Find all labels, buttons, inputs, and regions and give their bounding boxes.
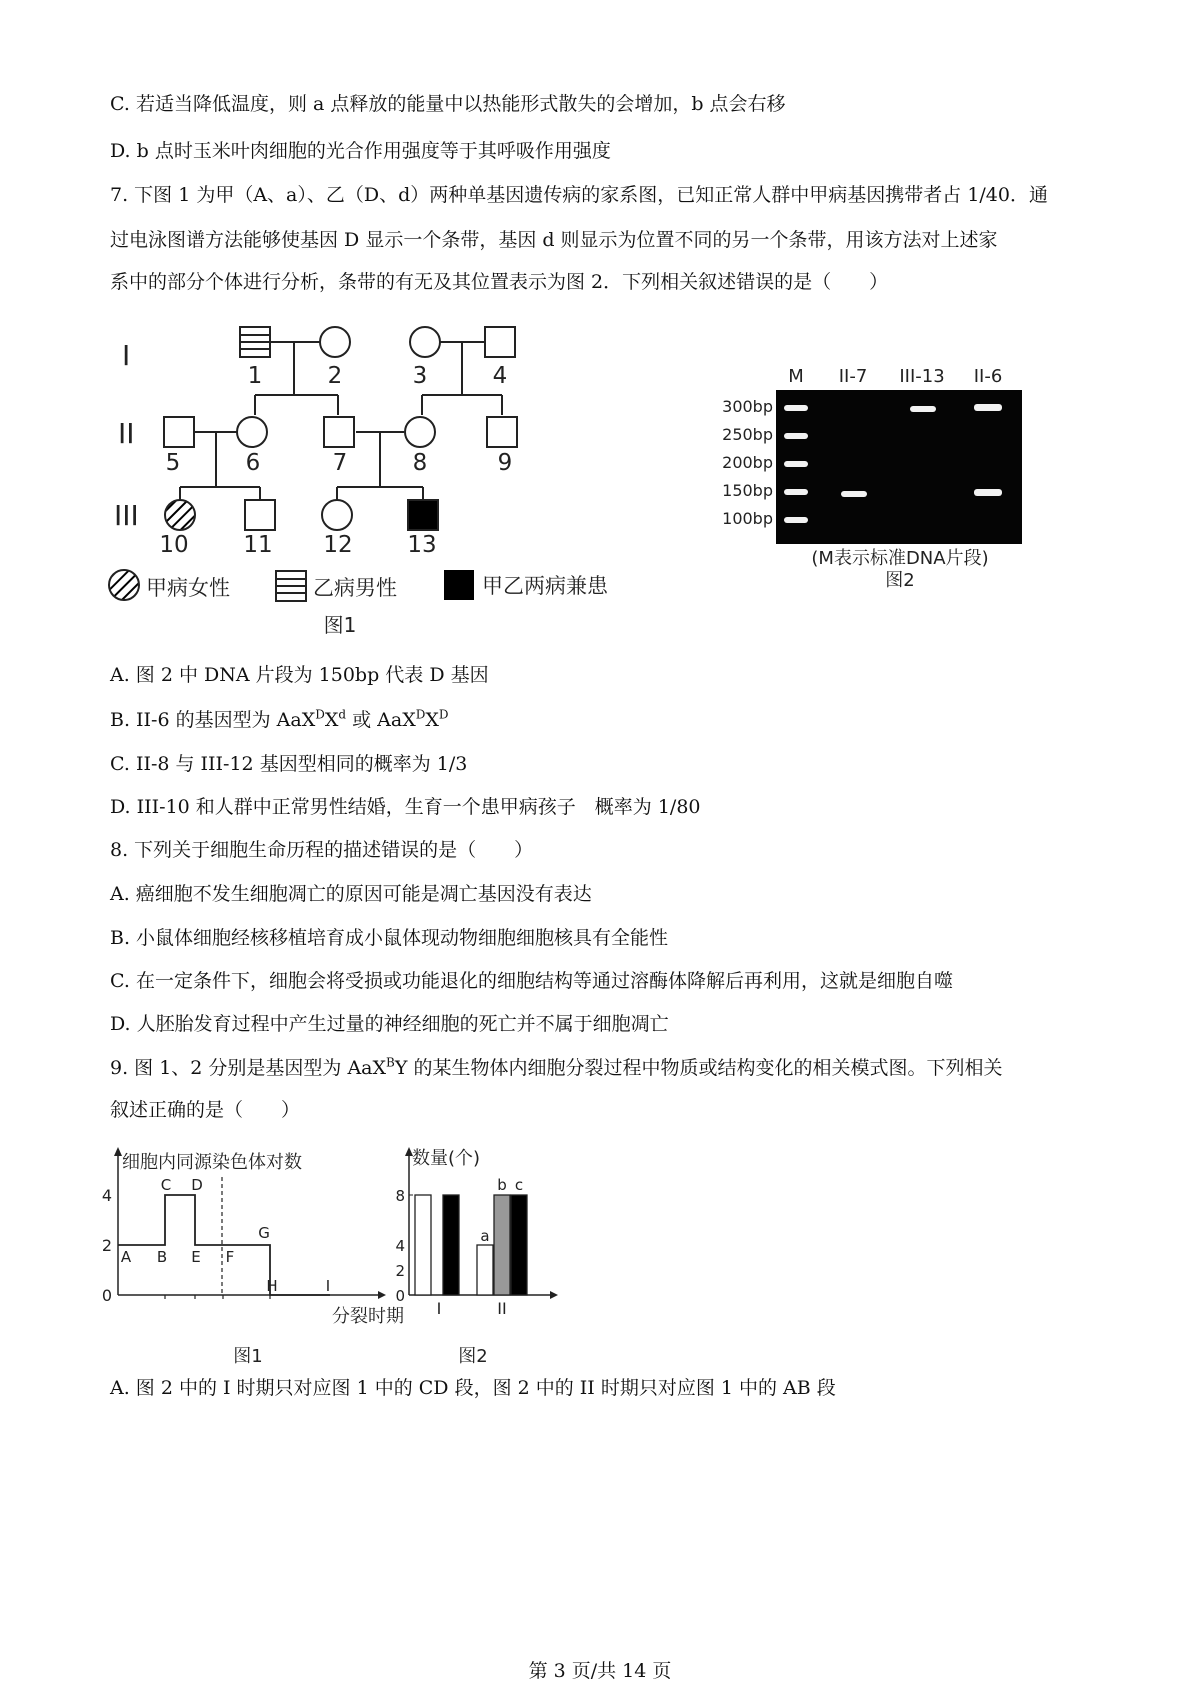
band-II-6-150 bbox=[974, 489, 1002, 496]
legend-2-label: 乙病男性 bbox=[313, 576, 397, 600]
chart1-point-label-B: B bbox=[156, 1248, 168, 1266]
q7b-sup-2: d bbox=[338, 707, 347, 722]
legend-filled-male-icon bbox=[444, 570, 474, 600]
individual-3 bbox=[410, 327, 440, 357]
individual-9 bbox=[487, 417, 517, 447]
q7b-sup-4: D bbox=[438, 707, 449, 722]
chart1-ytick: 0 bbox=[101, 1286, 112, 1305]
chart1-caption: 图1 bbox=[233, 1346, 263, 1367]
pedigree-figure bbox=[100, 315, 660, 645]
gen-label-III: III bbox=[114, 499, 139, 532]
id-2: 2 bbox=[327, 363, 343, 389]
individual-2 bbox=[320, 327, 350, 357]
gen-label-I: I bbox=[122, 339, 131, 372]
chart2-bar-c-1 bbox=[511, 1195, 527, 1295]
figure2-caption: 图2 bbox=[885, 570, 915, 591]
q7b-sup-1: D bbox=[315, 707, 325, 722]
id-8: 8 bbox=[412, 450, 428, 476]
chart2-caption: 图2 bbox=[458, 1346, 488, 1367]
band-M-100 bbox=[784, 517, 808, 523]
gel-figure bbox=[700, 360, 1040, 595]
q7b-text-3: 或 AaX bbox=[346, 709, 416, 731]
chart2-bar-b-1 bbox=[494, 1195, 510, 1295]
q7-stem-line2: 过电泳图谱方法能够使基因 D 显示一个条带，基因 d 则显示为位置不同的另一个条带，用该方法对上述家 bbox=[110, 229, 998, 251]
band-M-200 bbox=[784, 461, 808, 467]
q7-option-b bbox=[110, 708, 449, 732]
gel-background bbox=[776, 390, 1022, 544]
q9-stem-line1 bbox=[110, 1056, 1002, 1080]
q7-option-a: A. 图 2 中 DNA 片段为 150bp 代表 D 基因 bbox=[110, 664, 489, 686]
individual-6 bbox=[237, 417, 267, 447]
id-7: 7 bbox=[332, 450, 348, 476]
individual-1 bbox=[240, 327, 270, 357]
band-III-13-300 bbox=[910, 406, 936, 412]
chart2-bar-a-0 bbox=[415, 1195, 431, 1295]
chart2-category-II: II bbox=[497, 1299, 507, 1318]
id-5: 5 bbox=[165, 450, 181, 476]
legend-1-label: 甲病女性 bbox=[146, 576, 230, 600]
q9-stem-line2: 叙述正确的是（ ） bbox=[110, 1099, 301, 1121]
q7b-text-2: X bbox=[324, 709, 339, 731]
size-300bp: 300bp bbox=[722, 397, 773, 416]
band-M-150 bbox=[784, 489, 808, 495]
chart2-ytick: 4 bbox=[395, 1237, 405, 1255]
individual-12 bbox=[322, 500, 352, 530]
q6-option-c: C. 若适当降低温度，则 a 点释放的能量中以热能形式散失的会增加，b 点会右移 bbox=[110, 93, 786, 115]
chart1-ytick: 4 bbox=[101, 1186, 112, 1205]
individual-13 bbox=[408, 500, 438, 530]
chart2-ytick: 2 bbox=[395, 1262, 405, 1280]
chart1-point-label-E: E bbox=[191, 1248, 201, 1266]
individual-11 bbox=[245, 500, 275, 530]
q8-option-b: B. 小鼠体细胞经核移植培育成小鼠体现动物细胞细胞核具有全能性 bbox=[110, 927, 669, 949]
chart2-series-label-c: c bbox=[514, 1176, 524, 1194]
individual-4 bbox=[485, 327, 515, 357]
id-9: 9 bbox=[497, 450, 513, 476]
chart2-ytick: 8 bbox=[395, 1187, 405, 1205]
band-M-300 bbox=[784, 405, 808, 411]
id-10: 10 bbox=[159, 532, 189, 558]
chart-homologous-pairs bbox=[100, 1140, 404, 1370]
legend-striped-male-icon bbox=[276, 571, 306, 601]
page-footer: 第 3 页/共 14 页 bbox=[528, 1660, 672, 1682]
id-13: 13 bbox=[407, 532, 437, 558]
chart1-step-line bbox=[118, 1195, 330, 1295]
legend-hatched-female-icon bbox=[109, 570, 139, 600]
id-6: 6 bbox=[245, 450, 261, 476]
id-3: 3 bbox=[412, 363, 428, 389]
individual-8 bbox=[405, 417, 435, 447]
size-100bp: 100bp bbox=[722, 509, 773, 528]
chart2-ytick: 0 bbox=[395, 1287, 405, 1305]
lane-label-II-7: II-7 bbox=[838, 366, 868, 387]
chart2-ylabel: 数量(个) bbox=[412, 1148, 481, 1169]
band-II-6-300 bbox=[974, 404, 1002, 411]
chart1-point-label-A: A bbox=[120, 1248, 132, 1266]
id-4: 4 bbox=[492, 363, 508, 389]
q7-option-d: D. III-10 和人群中正常男性结婚，生育一个患甲病孩子 概率为 1/80 bbox=[110, 796, 701, 818]
id-1: 1 bbox=[247, 363, 263, 389]
chart2-category-I: I bbox=[436, 1299, 442, 1318]
q8-option-c: C. 在一定条件下，细胞会将受损或功能退化的细胞结构等通过溶酶体降解后再利用，这就是细胞自噬 bbox=[110, 970, 953, 992]
q8-option-a: A. 癌细胞不发生细胞凋亡的原因可能是凋亡基因没有表达 bbox=[110, 883, 592, 905]
q9-sup: B bbox=[386, 1055, 395, 1070]
chart2-bar-c-0 bbox=[443, 1195, 459, 1295]
q7b-text-1: B. II-6 的基因型为 AaX bbox=[110, 709, 316, 731]
id-12: 12 bbox=[323, 532, 353, 558]
gel-note: (M表示标准DNA片段) bbox=[811, 548, 989, 569]
chart1-ylabel: 细胞内同源染色体对数 bbox=[122, 1152, 302, 1173]
size-150bp: 150bp bbox=[722, 481, 773, 500]
q7-option-c: C. II-8 与 III-12 基因型相同的概率为 1/3 bbox=[110, 753, 468, 775]
chart1-point-label-H: H bbox=[266, 1277, 278, 1295]
chart1-y-arrow-icon bbox=[114, 1147, 122, 1156]
individual-10 bbox=[165, 500, 195, 530]
chart2-bar-a-1 bbox=[477, 1245, 493, 1295]
lane-label-III-13: III-13 bbox=[899, 366, 945, 387]
chart1-point-label-I: I bbox=[325, 1277, 331, 1295]
chart2-series-label-b: b bbox=[497, 1176, 507, 1194]
legend-3-label: 甲乙两病兼患 bbox=[482, 574, 608, 598]
band-II-7-150 bbox=[841, 491, 867, 497]
q9-text-1: 9. 图 1、2 分别是基因型为 AaX bbox=[110, 1057, 387, 1079]
size-200bp: 200bp bbox=[722, 453, 773, 472]
chart-quantity-bars bbox=[395, 1140, 570, 1370]
chart1-point-label-G: G bbox=[258, 1224, 270, 1242]
q7b-text-4: X bbox=[425, 709, 439, 731]
lane-label-M: M bbox=[788, 366, 804, 387]
individual-5 bbox=[164, 417, 194, 447]
chart2-x-arrow-icon bbox=[550, 1291, 558, 1299]
chart1-ytick: 2 bbox=[101, 1236, 112, 1255]
size-250bp: 250bp bbox=[722, 425, 773, 444]
gen-label-II: II bbox=[118, 417, 135, 450]
chart1-x-arrow-icon bbox=[378, 1291, 386, 1299]
q9-option-a: A. 图 2 中的 I 时期只对应图 1 中的 CD 段，图 2 中的 II 时期只对应图 1 中的 AB 段 bbox=[110, 1377, 836, 1399]
q8-stem: 8. 下列关于细胞生命历程的描述错误的是（ ） bbox=[110, 839, 534, 861]
q7b-sup-3: D bbox=[415, 707, 426, 722]
individual-7 bbox=[324, 417, 354, 447]
q9-text-2: Y 的某生物体内细胞分裂过程中物质或结构变化的相关模式图。下列相关 bbox=[394, 1057, 1003, 1079]
band-M-250 bbox=[784, 433, 808, 439]
chart2-series-label-a: a bbox=[480, 1227, 490, 1245]
chart1-point-label-D: D bbox=[191, 1176, 203, 1194]
figure1-caption: 图1 bbox=[323, 613, 357, 637]
lane-label-II-6: II-6 bbox=[973, 366, 1003, 387]
q6-option-d: D. b 点时玉米叶肉细胞的光合作用强度等于其呼吸作用强度 bbox=[110, 140, 611, 162]
chart1-xlabel: 分裂时期 bbox=[332, 1306, 404, 1327]
q7-stem-line1: 7. 下图 1 为甲（A、a）、乙（D、d）两种单基因遗传病的家系图，已知正常人群中甲病基因携带者占 1/40．通 bbox=[110, 184, 1048, 206]
q8-option-d: D. 人胚胎发育过程中产生过量的神经细胞的死亡并不属于细胞凋亡 bbox=[110, 1013, 669, 1035]
q7-stem-line3: 系中的部分个体进行分析，条带的有无及其位置表示为图 2．下列相关叙述错误的是（ ） bbox=[110, 271, 889, 293]
id-11: 11 bbox=[243, 532, 273, 558]
chart1-point-label-F: F bbox=[225, 1248, 235, 1266]
chart1-point-label-C: C bbox=[160, 1176, 172, 1194]
